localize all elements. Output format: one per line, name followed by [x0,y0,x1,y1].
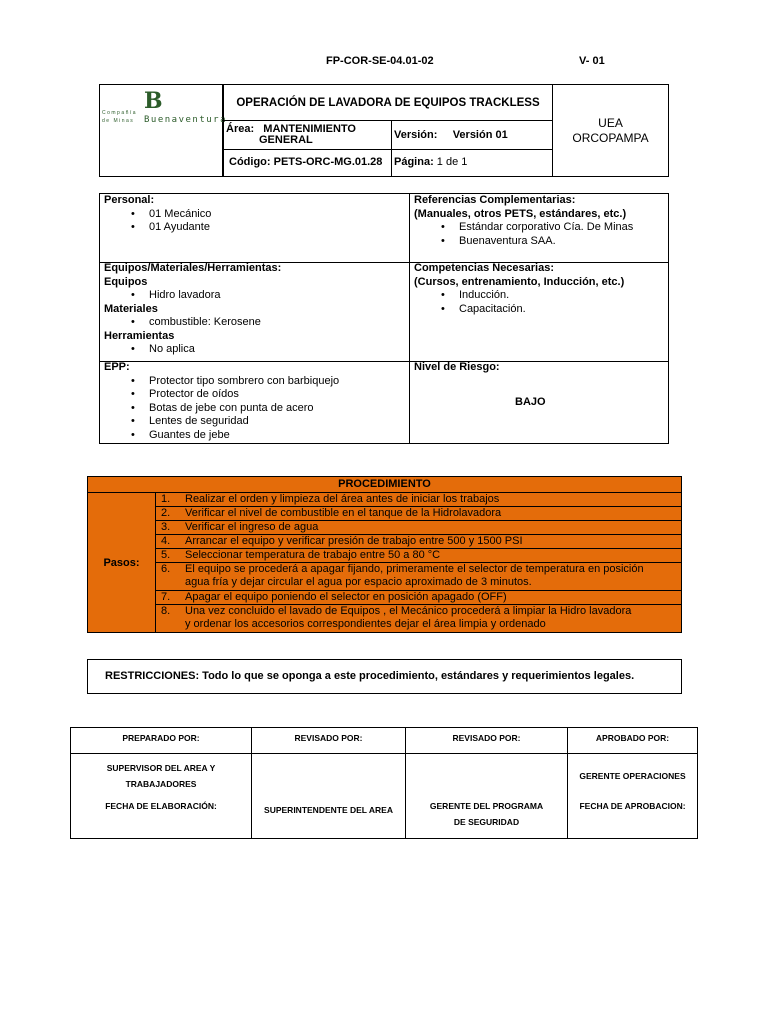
list-item: • 01 Mecánico [104,208,405,222]
area-label: Área: [226,123,255,135]
page-cell [391,149,553,177]
equipos-title: Equipos/Materiales/Herramientas: [104,262,282,274]
approval-date-label: FECHA DE APROBACION: [579,801,686,811]
procedure-header: PROCEDIMIENTO [88,477,681,493]
personal-section [100,194,409,235]
approver-role: GERENTE OPERACIONES [579,771,686,781]
company-logo [99,84,228,177]
area-value: MANTENIMIENTO [263,123,356,135]
procedure-step: 7. Apagar el equipo poniendo el selector en posición apagado (OFF) [156,591,681,605]
uea-label: UEA [598,115,623,130]
reviewed-by-header: REVISADO POR: [294,733,363,743]
referencias-title: Referencias Complementarias: [414,194,576,206]
document-version: V- 01 [579,55,605,67]
version-label: Versión: [394,129,438,141]
riesgo-section [410,361,668,409]
materiales-label: Materiales [104,302,158,315]
procedure-table [87,476,682,633]
procedure-step: 6. El equipo se procederá a apagar fijando, primeramente el selector de temperatura en posición agua fría y dejar circular el agua por espacio aproximado de 3 minutos. [156,563,681,591]
preparer-role: SUPERVISOR DEL AREA Y TRABAJADORES [106,763,216,789]
uea-name: ORCOPAMPA [572,130,649,145]
list-item: • Inducción. [414,289,664,303]
restrictions-box [87,659,682,694]
restrictions-text: RESTRICCIONES: Todo lo que se oponga a este procedimiento, estándares y requerimientos legales. [105,670,635,682]
list-item: • Protector de oídos [104,388,405,402]
document-header [99,84,669,177]
list-item: • Hidro lavadora [104,289,405,303]
page-value: 1 de 1 [436,156,468,168]
competencias-title: Competencias Necesarias: [414,262,555,274]
prepared-by-header: PREPARADO POR: [122,733,200,743]
logo-name: Buenaventura [144,115,228,125]
area-cell [223,120,392,150]
reviewer-role-2: GERENTE DEL PROGRAMA DE SEGURIDAD [429,801,544,827]
epp-section [100,361,409,442]
pasos-label: Pasos: [88,493,156,632]
uea-cell [552,84,669,177]
list-item: • Botas de jebe con punta de acero [104,402,405,416]
list-item: • No aplica [104,343,405,357]
personal-title: Personal: [104,194,155,206]
info-table [99,193,669,444]
list-item: • Lentes de seguridad [104,415,405,429]
elaboration-date-label: FECHA DE ELABORACIÓN: [105,801,217,811]
equipos-section [100,262,409,357]
referencias-subtitle: (Manuales, otros PETS, estándares, etc.) [414,207,627,220]
equipos-label: Equipos [104,275,148,288]
epp-title: EPP: [104,361,130,373]
procedure-step: 2. Verificar el nivel de combustible en el tanque de la Hidrolavadora [156,507,681,521]
reviewer-role: SUPERINTENDENTE DEL AREA [264,805,393,815]
logo-letter: B [144,88,163,114]
list-item: • Capacitación. [414,303,664,317]
referencias-section [410,194,668,248]
herramientas-label: Herramientas [104,329,175,342]
document-title: OPERACIÓN DE LAVADORA DE EQUIPOS TRACKLESS [223,84,553,121]
code-label: Código: [229,156,271,168]
procedure-step: 8. Una vez concluido el lavado de Equipos , el Mecánico procederá a limpiar la Hidro lavadora y ordenar los accesorios correspondientes dejar el área limpia y ordenado [161,605,632,630]
riesgo-value: BAJO [515,395,546,408]
logo-subtitle: Compañía de Minas [102,110,138,124]
reviewed-by-header-2: REVISADO POR: [452,733,521,743]
competencias-section [410,262,668,316]
version-value: Versión 01 [452,129,508,141]
riesgo-title: Nivel de Riesgo: [414,361,500,373]
list-item: • 01 Ayudante [104,221,405,235]
procedure-step: 3. Verificar el ingreso de agua [156,521,681,535]
list-item: • Estándar corporativo Cía. De Minas [414,221,664,235]
list-item: • Protector tipo sombrero con barbiquejo [104,375,405,389]
procedure-step: 5. Seleccionar temperatura de trabajo entre 50 a 80 °C [156,549,681,563]
list-item: • Guantes de jebe [104,429,405,443]
code-value: PETS-ORC-MG.01.28 [273,156,383,168]
list-item: • combustible: Kerosene [104,316,405,330]
area-value-2: GENERAL [259,134,313,146]
version-cell [391,120,553,150]
list-item-continuation: • Buenaventura SAA. [414,235,664,249]
code-cell [223,149,392,177]
procedure-step: 4. Arrancar el equipo y verificar presión de trabajo entre 500 y 1500 PSI [156,535,681,549]
signatures-table [70,727,698,839]
procedure-step: 1. Realizar el orden y limpieza del área antes de iniciar los trabajos [156,493,681,507]
approved-by-header: APROBADO POR: [595,733,670,743]
competencias-subtitle: (Cursos, entrenamiento, Inducción, etc.) [414,275,625,288]
page-label: Página: [394,156,434,168]
document-code: FP-COR-SE-04.01-02 [326,55,434,67]
